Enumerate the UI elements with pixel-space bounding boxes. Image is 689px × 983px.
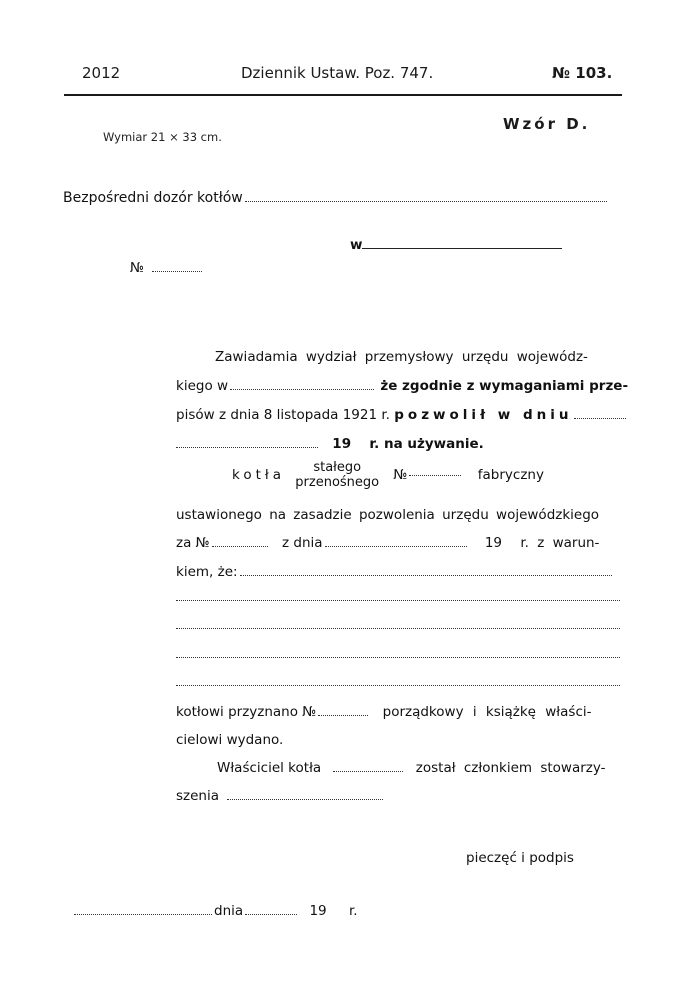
reference-number-field[interactable] xyxy=(152,270,202,272)
paragraph1-line2 xyxy=(176,378,628,394)
supervisor-field[interactable] xyxy=(245,200,607,202)
permit-date-field-2[interactable] xyxy=(176,446,318,448)
paragraph1-line3 xyxy=(176,407,628,423)
paragraph1-line1: Zawiadamia wydział przemysłowy urzędu wojewódz- xyxy=(215,349,588,365)
owner-field[interactable] xyxy=(333,770,403,772)
paragraph2-line3 xyxy=(176,564,614,580)
paragraph2-line1: ustawionego na zasadzie pozwolenia urzędu wojewódzkiego xyxy=(176,507,600,523)
paragraph3-line1 xyxy=(176,704,592,720)
date-field[interactable] xyxy=(245,913,297,915)
factory-number-field[interactable] xyxy=(409,474,461,476)
year-19: 19 xyxy=(332,436,352,452)
voivodeship-field[interactable] xyxy=(230,388,374,390)
conditions-field-3[interactable] xyxy=(176,628,620,629)
signature-label: pieczęć i podpis xyxy=(466,850,574,866)
conditions-field-4[interactable] xyxy=(176,657,620,658)
paragraph1-line4 xyxy=(176,436,484,452)
reference-number-line xyxy=(130,260,204,276)
permit-number-field[interactable] xyxy=(212,545,268,547)
header-rule xyxy=(64,94,622,96)
conditions-field-1[interactable] xyxy=(240,574,612,576)
place-field[interactable] xyxy=(74,913,212,915)
footer-date-line xyxy=(74,903,358,919)
text-r: r. xyxy=(348,903,358,919)
year-19-b: 19 xyxy=(484,535,503,551)
location-line xyxy=(350,237,562,253)
text-za-number: za № xyxy=(176,535,210,551)
text-kotlowi-przyznano: kotłowi przyznano № xyxy=(176,704,317,720)
text-kotla: kotła xyxy=(232,467,285,483)
supervisor-label: Bezpośredni dozór kotłów xyxy=(63,190,243,206)
supervisor-line xyxy=(63,190,609,206)
text-fabryczny: fabryczny xyxy=(477,467,544,483)
text-z-warun: r. z warun- xyxy=(520,535,600,551)
boiler-type-options xyxy=(295,460,379,490)
association-field[interactable] xyxy=(227,798,383,800)
text-zgodnie: że zgodnie z wymaganiami prze- xyxy=(380,378,629,394)
conditions-field-2[interactable] xyxy=(176,600,620,601)
text-dnia: dnia xyxy=(214,903,244,919)
page-number: 2012 xyxy=(82,64,121,82)
journal-title: Dziennik Ustaw. Poz. 747. xyxy=(241,64,434,82)
permit-date-field[interactable] xyxy=(574,417,626,419)
location-prefix: w xyxy=(350,237,363,253)
form-dimensions: Wymiar 21 × 33 cm. xyxy=(103,130,222,144)
text-kiem-ze: kiem, że: xyxy=(176,564,238,580)
text-na-uzywanie: r. na używanie. xyxy=(369,436,484,452)
number-label: № xyxy=(130,260,145,276)
text-przepisow: pisów z dnia 8 listopada 1921 r. xyxy=(176,407,390,423)
issue-number: № 103. xyxy=(552,64,613,82)
text-szenia: szenia xyxy=(176,788,220,804)
form-label: Wzór D. xyxy=(503,115,591,133)
text-porzadkowy: porządkowy i książkę właści- xyxy=(382,704,592,720)
text-wlasciciel-kotla: Właściciel kotła xyxy=(217,760,322,776)
permit-issue-date-field[interactable] xyxy=(325,545,467,547)
text-pozwolil: pozwolił w dniu xyxy=(394,407,573,423)
paragraph4-line2 xyxy=(176,788,385,804)
text-number-sign: № xyxy=(393,467,408,483)
paragraph3-line2: cielowi wydano. xyxy=(176,732,284,748)
serial-number-field[interactable] xyxy=(318,714,368,716)
option-portable[interactable]: przenośnego xyxy=(295,475,380,490)
year-19-c: 19 xyxy=(309,903,327,919)
paragraph2-line2 xyxy=(176,535,599,551)
boiler-type-line xyxy=(232,460,544,496)
option-stationary[interactable]: stałego xyxy=(313,460,362,475)
text-z-dnia: z dnia xyxy=(282,535,323,551)
location-field[interactable] xyxy=(362,247,562,249)
conditions-field-5[interactable] xyxy=(176,685,620,686)
paragraph4-line1 xyxy=(217,760,606,776)
text-zostal-czlonkiem: został członkiem stowarzy- xyxy=(415,760,606,776)
text-kiego-w: kiego w xyxy=(176,378,229,394)
